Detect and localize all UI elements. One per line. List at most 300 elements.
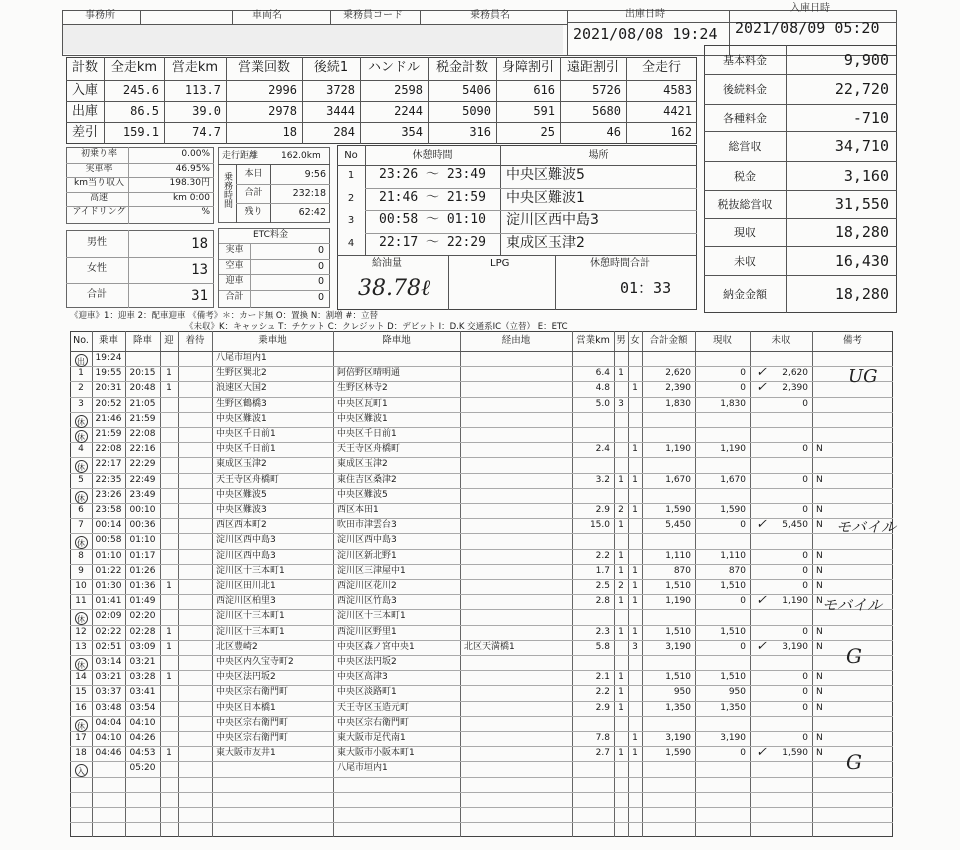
meter-cell: 316 bbox=[469, 125, 491, 139]
meter-row-label: 出庫 bbox=[71, 104, 98, 119]
handwritten-mobile-2: モバイル bbox=[822, 596, 883, 614]
trip-cell-cash: 0 bbox=[740, 641, 746, 652]
fare-label: 現収 bbox=[734, 226, 756, 239]
trip-cell-cash: 1,590 bbox=[720, 505, 746, 515]
break-total-value: 01：33 bbox=[620, 279, 672, 297]
meter-cell: 74.7 bbox=[192, 125, 221, 139]
handwritten-g-2: G bbox=[846, 750, 862, 774]
drive-row-value: 62:42 bbox=[298, 207, 326, 218]
trip-cell-no: 8 bbox=[78, 550, 84, 561]
trip-cell-to: 中央区法円坂2 bbox=[337, 657, 397, 667]
trip-cell-note: N bbox=[816, 626, 823, 637]
trip-cell-off: 03:41 bbox=[129, 687, 156, 698]
trip-cell-unpaid: 0 bbox=[802, 626, 808, 637]
trip-cell-f: 1 bbox=[632, 581, 638, 591]
trip-cell-mu: 1 bbox=[166, 672, 172, 683]
trip-no-marker bbox=[70, 430, 92, 443]
etc-row-label: 合計 bbox=[225, 291, 244, 302]
gender-value: 13 bbox=[191, 262, 208, 278]
break-place: 東成区玉津2 bbox=[506, 234, 585, 251]
trip-no-marker bbox=[70, 491, 92, 504]
trip-col-header: 合計金額 bbox=[649, 335, 688, 346]
stat-value: 46.95% bbox=[175, 163, 210, 174]
trip-cell-to: 淀川区十三本町1 bbox=[337, 611, 406, 622]
trip-cell-total: 1,110 bbox=[665, 550, 691, 561]
trip-cell-off: 03:28 bbox=[129, 672, 156, 683]
meter-cell: 86.5 bbox=[130, 104, 159, 118]
trip-cell-to: 西淀川区花川2 bbox=[337, 581, 397, 591]
trip-cell-to: 中央区高津3 bbox=[337, 672, 388, 683]
trip-cell-on: 02:51 bbox=[95, 641, 122, 652]
trip-cell-off: 04:26 bbox=[129, 733, 156, 743]
trip-cell-km: 2.8 bbox=[595, 596, 610, 607]
trip-cell-km: 2.9 bbox=[595, 505, 610, 515]
gender-value: 18 bbox=[191, 236, 208, 252]
trip-cell-no: 11 bbox=[75, 596, 87, 607]
trip-cell-cash: 870 bbox=[728, 565, 746, 576]
trip-cell-no: 1 bbox=[78, 368, 84, 379]
drive-distance-value: 162.0km bbox=[281, 151, 321, 161]
fuel-label: 給油量 bbox=[372, 258, 402, 269]
trip-cell-note: N bbox=[816, 672, 823, 683]
header-label-vehicle: 車両名 bbox=[252, 10, 282, 21]
trip-cell-from: 淀川区十三本町1 bbox=[216, 626, 285, 637]
meter-cell: 2244 bbox=[394, 104, 423, 118]
trip-cell-from: 天王寺区舟橋町 bbox=[216, 474, 280, 485]
trip-cell-note: N bbox=[816, 474, 823, 485]
etc-title: ETC料金 bbox=[253, 230, 288, 240]
meter-cell: 5090 bbox=[462, 104, 491, 118]
trip-cell-km: 1.7 bbox=[595, 565, 610, 576]
trip-cell-on: 01:10 bbox=[95, 550, 122, 561]
trip-cell-m: 1 bbox=[618, 626, 624, 637]
trip-cell-from: 淀川区十三本町1 bbox=[216, 565, 285, 576]
trip-cell-cash: 0 bbox=[740, 368, 746, 379]
trip-cell-unpaid: 5,450 bbox=[782, 520, 808, 531]
fare-label: 納金金額 bbox=[723, 288, 767, 301]
unpaid-check-mark: ✓ bbox=[756, 365, 767, 381]
handwritten-ug: UG bbox=[848, 366, 878, 387]
trip-cell-total: 1,510 bbox=[665, 581, 691, 591]
trip-cell-cash: 1,350 bbox=[720, 702, 746, 713]
trip-cell-cash: 1,510 bbox=[720, 672, 746, 683]
trip-cell-note: N bbox=[816, 733, 823, 743]
trip-cell-note: N bbox=[816, 565, 823, 576]
trip-cell-cash: 1,510 bbox=[720, 626, 746, 637]
meter-row-label: 入庫 bbox=[71, 83, 98, 98]
trip-cell-to: 中央区森ノ宮中央1 bbox=[337, 641, 415, 652]
meter-cell: 2598 bbox=[394, 83, 423, 97]
trip-cell-km: 2.2 bbox=[595, 550, 610, 561]
meter-col-header: 後続1 bbox=[313, 60, 349, 75]
trip-cell-on: 21:46 bbox=[95, 413, 122, 424]
trip-cell-on: 23:58 bbox=[95, 505, 122, 515]
stat-label: km当り収入 bbox=[74, 178, 124, 188]
trip-cell-from: 中央区千日前1 bbox=[216, 429, 276, 439]
meter-row-label: 差引 bbox=[71, 125, 98, 140]
trip-cell-km: 2.3 bbox=[595, 626, 610, 637]
trip-cell-off: 02:20 bbox=[129, 611, 156, 622]
etc-row-label: 実車 bbox=[225, 245, 244, 255]
trip-cell-cash: 0 bbox=[740, 383, 746, 394]
trip-col-header: 男 bbox=[616, 335, 626, 346]
trip-cell-total: 3,190 bbox=[665, 641, 691, 652]
trip-cell-total: 950 bbox=[673, 687, 691, 698]
trip-col-header: 現収 bbox=[712, 335, 732, 346]
meter-cell: 159.1 bbox=[122, 125, 159, 139]
trip-no-marker bbox=[70, 612, 92, 625]
trip-cell-no: 4 bbox=[78, 444, 84, 455]
trip-col-header: 経由地 bbox=[501, 335, 531, 346]
fare-label: 後続料金 bbox=[723, 83, 767, 96]
trip-cell-no: 10 bbox=[75, 581, 87, 591]
trip-cell-from: 中央区内久宝寺町2 bbox=[216, 657, 294, 667]
break-place: 中央区難波5 bbox=[506, 167, 585, 183]
trip-cell-to: 生野区林寺2 bbox=[337, 383, 388, 394]
trip-cell-from: 東大阪市友井1 bbox=[216, 748, 276, 759]
trip-cell-m: 1 bbox=[618, 550, 624, 561]
break-place: 中央区難波1 bbox=[506, 189, 585, 206]
drive-row-label: 残り bbox=[244, 207, 263, 217]
trip-cell-from: 中央区千日前1 bbox=[216, 444, 276, 455]
trip-cell-m: 1 bbox=[618, 565, 624, 576]
trip-no-marker bbox=[70, 415, 92, 428]
fare-label: 未収 bbox=[734, 254, 756, 268]
trip-cell-off: 04:10 bbox=[129, 717, 156, 728]
break-time: 21:46 ～ 21:59 bbox=[379, 189, 486, 205]
trip-cell-total: 1,510 bbox=[665, 672, 691, 683]
trip-cell-no: 13 bbox=[75, 641, 87, 652]
trip-cell-on: 03:14 bbox=[95, 657, 122, 667]
trip-cell-cash: 0 bbox=[740, 596, 746, 607]
break-header: 場所 bbox=[588, 150, 609, 161]
trip-cell-m: 2 bbox=[618, 505, 624, 515]
trip-cell-off: 01:10 bbox=[129, 535, 156, 546]
fare-value: 18,280 bbox=[834, 285, 889, 303]
trip-cell-total: 2,620 bbox=[665, 368, 691, 379]
trip-cell-to: 西淀川区竹島3 bbox=[337, 596, 397, 607]
meter-col-header: 身障割引 bbox=[501, 60, 554, 75]
trip-cell-total: 1,590 bbox=[665, 748, 691, 759]
trip-cell-off: 01:49 bbox=[129, 596, 156, 607]
trip-cell-unpaid: 0 bbox=[802, 550, 808, 561]
fare-label: 税金 bbox=[734, 169, 756, 183]
trip-cell-to: 中央区淡路町1 bbox=[337, 687, 397, 698]
meter-cell: 2996 bbox=[268, 83, 297, 97]
trip-cell-cash: 0 bbox=[740, 520, 746, 531]
break-header: 休憩時間 bbox=[412, 150, 453, 161]
trip-cell-km: 2.5 bbox=[595, 581, 610, 591]
trip-cell-note: N bbox=[816, 505, 823, 515]
meter-cell: 113.7 bbox=[184, 83, 221, 97]
trip-cell-on: 22:08 bbox=[95, 444, 122, 455]
trip-cell-m: 2 bbox=[618, 581, 624, 591]
trip-cell-no: 2 bbox=[78, 383, 84, 394]
trip-cell-km: 2.2 bbox=[595, 687, 610, 698]
trip-col-header: 未収 bbox=[771, 335, 791, 346]
header-label-office: 事務所 bbox=[85, 10, 115, 21]
trip-cell-from: 中央区法円坂2 bbox=[216, 672, 276, 683]
trip-cell-off: 03:54 bbox=[129, 702, 156, 713]
trip-cell-cash: 1,190 bbox=[720, 444, 746, 455]
trip-cell-cash: 1,830 bbox=[720, 398, 746, 409]
trip-cell-off: 01:36 bbox=[129, 581, 156, 591]
trip-cell-f: 1 bbox=[632, 383, 638, 394]
trip-cell-off: 22:49 bbox=[129, 474, 156, 485]
trip-cell-total: 1,510 bbox=[665, 626, 691, 637]
stat-value: km 0:00 bbox=[172, 192, 210, 203]
trip-cell-total: 2,390 bbox=[665, 383, 691, 394]
stat-value: 198.30円 bbox=[169, 178, 210, 188]
trip-cell-off: 01:17 bbox=[129, 550, 156, 561]
trip-col-header: 迎 bbox=[164, 335, 174, 346]
meter-col-header: 遠距割引 bbox=[566, 60, 619, 75]
trip-cell-from: 北区豊崎2 bbox=[216, 641, 258, 652]
trip-cell-to: 東大阪市足代南1 bbox=[337, 733, 406, 743]
trip-cell-unpaid: 0 bbox=[802, 474, 808, 485]
fuel-value: 38.78ℓ bbox=[358, 276, 431, 301]
stat-label: 高速 bbox=[89, 192, 108, 203]
trip-cell-cash: 1,670 bbox=[720, 474, 746, 485]
meter-cell: 284 bbox=[333, 125, 355, 139]
trip-cell-m: 1 bbox=[618, 672, 624, 683]
trip-cell-to: 中央区難波5 bbox=[337, 489, 388, 500]
trip-cell-off: 03:09 bbox=[129, 641, 156, 652]
trip-cell-off: 22:16 bbox=[129, 444, 156, 455]
fare-value: 34,710 bbox=[834, 137, 889, 155]
unpaid-check-mark: ✓ bbox=[756, 380, 767, 396]
trip-cell-from: 中央区難波3 bbox=[216, 505, 267, 515]
trip-cell-mu: 1 bbox=[166, 641, 172, 652]
drive-side-label: 乗務時間 bbox=[222, 172, 232, 208]
meter-col-header: 営業回数 bbox=[237, 60, 290, 75]
trip-cell-on: 22:17 bbox=[95, 459, 122, 470]
trip-cell-to: 中央区千日前1 bbox=[337, 429, 397, 439]
meter-cell: 245.6 bbox=[122, 83, 159, 97]
trip-cell-to: 西区本田1 bbox=[337, 505, 379, 515]
trip-cell-to: 淀川区西中島3 bbox=[337, 535, 397, 546]
trip-cell-total: 1,350 bbox=[665, 702, 691, 713]
trip-cell-from: 中央区日本橋1 bbox=[216, 702, 276, 713]
trip-cell-off: 02:28 bbox=[129, 626, 156, 637]
trip-cell-on: 22:35 bbox=[95, 474, 122, 485]
trip-cell-from: 中央区難波1 bbox=[216, 413, 267, 424]
fare-value: 22,720 bbox=[834, 80, 889, 98]
meter-cell: 3444 bbox=[326, 104, 355, 118]
break-time: 00:58 ～ 01:10 bbox=[379, 212, 486, 227]
unpaid-check-mark: ✓ bbox=[756, 745, 767, 761]
trip-cell-mu: 1 bbox=[166, 626, 172, 637]
trip-cell-no: 6 bbox=[78, 505, 84, 515]
trip-cell-to: 中央区瓦町1 bbox=[337, 398, 388, 409]
legend-line-2: 《未収》K：キャッシュ T：チケット C：クレジット D：デビット I：D.K 交通系IC（立替） E：ETC bbox=[185, 322, 568, 332]
trip-cell-from: 中央区宗右衛門町 bbox=[216, 687, 289, 698]
trip-cell-f: 1 bbox=[632, 565, 638, 576]
trip-no-circle: 入 bbox=[75, 764, 88, 777]
trip-cell-on: 20:31 bbox=[95, 383, 122, 394]
trip-cell-total: 3,190 bbox=[665, 733, 691, 743]
trip-col-header: 降車地 bbox=[382, 335, 411, 346]
trip-cell-from: 中央区宗右衛門町 bbox=[216, 733, 289, 743]
trip-cell-f: 1 bbox=[632, 626, 638, 637]
trip-cell-on: 01:30 bbox=[95, 581, 122, 591]
trip-no-marker bbox=[70, 764, 92, 777]
trip-cell-total: 1,190 bbox=[665, 596, 691, 607]
break-no: 3 bbox=[347, 215, 355, 226]
trip-cell-on: 00:14 bbox=[95, 520, 122, 531]
trip-cell-m: 1 bbox=[618, 368, 624, 379]
trip-cell-to: 東大阪市小阪本町1 bbox=[337, 748, 415, 759]
meter-cell: 18 bbox=[282, 125, 297, 139]
break-place: 淀川区西中島3 bbox=[506, 212, 599, 228]
depart-datetime: 2021/08/08 19:24 bbox=[573, 25, 718, 43]
etc-row-value: 0 bbox=[317, 245, 324, 256]
drive-row-label: 合計 bbox=[244, 188, 263, 198]
trip-cell-unpaid: 0 bbox=[802, 505, 808, 515]
trip-cell-total: 1,590 bbox=[665, 505, 691, 515]
meter-col-header: 税金計数 bbox=[435, 60, 488, 75]
trip-cell-f: 1 bbox=[632, 596, 638, 607]
trip-cell-off: 01:26 bbox=[129, 565, 156, 576]
trip-cell-on: 04:46 bbox=[95, 748, 122, 759]
trip-cell-km: 6.4 bbox=[595, 368, 610, 379]
trip-col-header: 女 bbox=[630, 335, 640, 346]
trip-cell-to: 中央区宗右衛門町 bbox=[337, 717, 410, 728]
trip-cell-cash: 950 bbox=[728, 687, 746, 698]
stat-value: 0.00% bbox=[181, 149, 210, 159]
redacted-info-block bbox=[63, 25, 563, 54]
trip-no-circle: 休 bbox=[75, 612, 88, 625]
break-time: 22:17 ～ 22:29 bbox=[379, 234, 486, 250]
trip-cell-note: N bbox=[816, 687, 823, 698]
fare-label: 総営収 bbox=[728, 140, 762, 153]
trip-cell-off: 21:59 bbox=[129, 413, 156, 424]
trip-no-circle: 休 bbox=[75, 415, 88, 428]
meter-col-header: 全走行 bbox=[641, 60, 681, 75]
trip-cell-note: N bbox=[816, 641, 823, 652]
trip-cell-from: 淀川区田川北1 bbox=[216, 581, 276, 591]
trip-cell-m: 1 bbox=[618, 702, 624, 713]
trip-cell-note: N bbox=[816, 444, 823, 455]
trip-col-header: 乗車 bbox=[98, 335, 118, 346]
trip-cell-to: 東住吉区桑津2 bbox=[337, 474, 397, 485]
meter-cell: 5726 bbox=[592, 83, 621, 97]
meter-cell: 5406 bbox=[462, 83, 491, 97]
trip-cell-km: 2.7 bbox=[595, 748, 610, 759]
trip-cell-mu: 1 bbox=[166, 368, 172, 379]
arrive-datetime: 2021/08/09 05:20 bbox=[735, 19, 880, 37]
gender-label: 女性 bbox=[87, 263, 107, 274]
break-no: 4 bbox=[347, 237, 355, 249]
trip-cell-to: 東成区玉津2 bbox=[337, 459, 388, 470]
trip-cell-f: 1 bbox=[632, 444, 638, 455]
trip-cell-to: 天王寺区舟橋町 bbox=[337, 444, 401, 455]
trip-cell-m: 1 bbox=[618, 474, 624, 485]
trip-cell-unpaid: 3,190 bbox=[782, 641, 808, 652]
meter-col-header: ハンドル bbox=[367, 60, 420, 75]
fare-value: -710 bbox=[852, 108, 889, 127]
meter-cell: 25 bbox=[540, 125, 555, 139]
trip-cell-unpaid: 1,190 bbox=[782, 596, 808, 607]
trip-cell-on: 00:58 bbox=[95, 535, 122, 546]
trip-cell-on: 04:04 bbox=[95, 717, 122, 728]
drive-row-value: 232:18 bbox=[292, 188, 326, 199]
trip-cell-on: 19:24 bbox=[95, 353, 122, 363]
trip-cell-on: 02:09 bbox=[95, 611, 122, 622]
meter-col-header: 営走km bbox=[171, 60, 219, 75]
trip-cell-km: 2.9 bbox=[595, 702, 610, 713]
trip-cell-from: 八尾市垣内1 bbox=[216, 353, 267, 363]
break-no: 1 bbox=[347, 170, 355, 181]
trip-cell-no: 3 bbox=[78, 398, 84, 409]
trip-col-header: 乗車地 bbox=[258, 335, 287, 346]
etc-row-value: 0 bbox=[317, 276, 324, 287]
trip-cell-total: 870 bbox=[673, 565, 691, 576]
trip-cell-from: 東成区玉津2 bbox=[216, 459, 267, 470]
trip-cell-to: 中央区難波1 bbox=[337, 413, 388, 424]
trip-cell-total: 5,450 bbox=[665, 520, 691, 531]
fare-value: 18,280 bbox=[834, 223, 889, 241]
trip-cell-on: 23:26 bbox=[95, 489, 122, 500]
break-time: 23:26 ～ 23:49 bbox=[379, 167, 486, 182]
trip-cell-unpaid: 0 bbox=[802, 733, 808, 743]
trip-cell-note: N bbox=[816, 748, 823, 759]
meter-col-header: 全走km bbox=[110, 60, 158, 75]
stat-label: 初乗り率 bbox=[80, 149, 117, 159]
trip-cell-on: 03:48 bbox=[95, 702, 122, 713]
meter-cell: 46 bbox=[606, 125, 621, 139]
trip-cell-f: 3 bbox=[632, 641, 638, 652]
trip-cell-unpaid: 2,620 bbox=[782, 368, 808, 379]
trip-cell-off: 04:53 bbox=[129, 748, 156, 759]
trip-cell-km: 4.8 bbox=[595, 383, 610, 394]
trip-cell-note: N bbox=[816, 702, 823, 713]
etc-row-label: 迎車 bbox=[225, 276, 244, 286]
unpaid-check-mark: ✓ bbox=[756, 593, 767, 609]
trip-cell-on: 03:37 bbox=[95, 687, 122, 698]
trip-cell-from: 西淀川区柏里3 bbox=[216, 596, 276, 607]
unpaid-check-mark: ✓ bbox=[756, 517, 767, 533]
stat-label: 実車率 bbox=[85, 163, 113, 174]
trip-cell-no: 5 bbox=[78, 474, 84, 485]
handwritten-mobile-1: モバイル bbox=[836, 518, 897, 536]
trip-col-header: 降車 bbox=[132, 335, 152, 346]
meter-cell: 4421 bbox=[663, 104, 692, 118]
trip-cell-total: 1,670 bbox=[665, 474, 691, 485]
trip-cell-from: 淀川区西中島3 bbox=[216, 535, 276, 546]
trip-cell-on: 01:22 bbox=[95, 565, 122, 576]
drive-distance-label: 走行距離 bbox=[222, 151, 259, 161]
trip-no-circle: 休 bbox=[75, 719, 88, 732]
meter-cell: 354 bbox=[401, 125, 423, 139]
trip-cell-from: 浪速区大国2 bbox=[216, 383, 267, 394]
trip-cell-off: 23:49 bbox=[129, 489, 156, 500]
gender-label: 男性 bbox=[87, 237, 107, 248]
trip-cell-total: 1,190 bbox=[665, 444, 691, 455]
trip-cell-m: 1 bbox=[618, 748, 624, 759]
etc-row-label: 空車 bbox=[225, 260, 244, 271]
trip-cell-from: 中央区難波5 bbox=[216, 489, 267, 500]
trip-cell-off: 00:36 bbox=[129, 520, 156, 531]
trip-cell-cash: 1,510 bbox=[720, 581, 746, 591]
trip-cell-to: 吹田市津雲台3 bbox=[337, 520, 397, 531]
handwritten-g-1: G bbox=[846, 644, 862, 668]
meter-cell: 3728 bbox=[326, 83, 355, 97]
trip-no-circle: 休 bbox=[75, 536, 88, 549]
stat-label: アイドリング bbox=[72, 207, 126, 217]
trip-cell-no: 12 bbox=[75, 626, 87, 637]
trip-cell-note: N bbox=[816, 596, 823, 607]
